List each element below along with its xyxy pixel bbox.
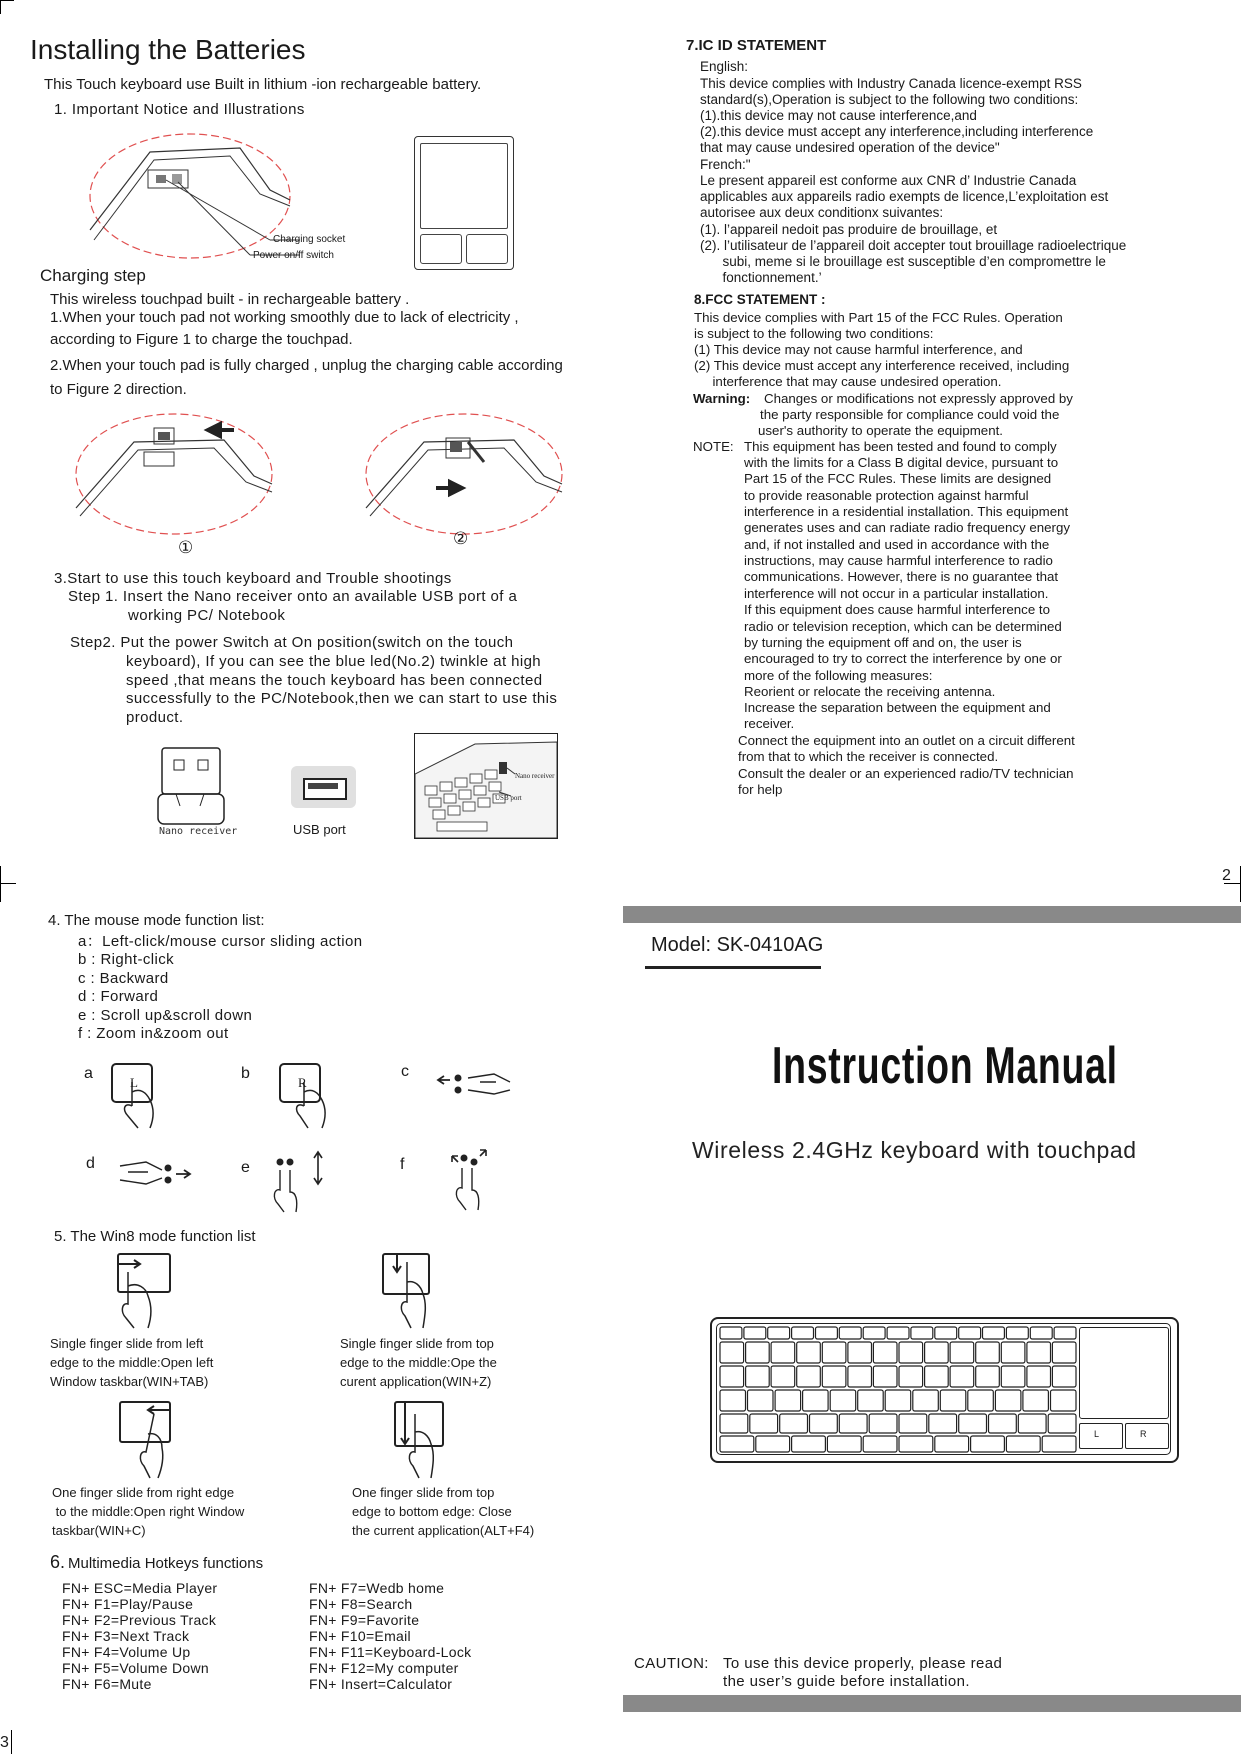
step2-line: keyboard), If you can see the blue led(No.2) twinkle at high (126, 653, 542, 670)
laptop-keyboard-drawing (415, 734, 557, 838)
win8-caption: taskbar(WIN+C) (52, 1523, 146, 1538)
keyboard-key (959, 1414, 987, 1433)
keyboard-key (792, 1327, 814, 1339)
keyboard-key (1027, 1366, 1051, 1387)
keyboard-key (887, 1327, 909, 1339)
keyboard-key (1006, 1436, 1040, 1452)
win8-caption: One finger slide from right edge (52, 1485, 235, 1500)
hotkey-item: FN+ Insert=Calculator (309, 1676, 453, 1692)
charging-line: according to Figure 1 to charge the touchpad. (50, 331, 353, 348)
page-number: 2 (1222, 867, 1231, 884)
scroll-gesture-icon (268, 1148, 328, 1214)
keyboard-key (792, 1436, 826, 1452)
photo-nano-label: Nano receiver (515, 772, 555, 780)
mouse-item: c : Backward (78, 970, 169, 987)
keyboard-key (968, 1390, 994, 1411)
connect-line: Connect the equipment into an outlet on a circuit different (738, 733, 1075, 748)
hotkey-item: FN+ F4=Volume Up (62, 1644, 191, 1660)
hotkey-item: FN+ F7=Wedb home (309, 1580, 445, 1596)
ic-line: subi, meme si le brouillage est susceptible d’en compromettre le (700, 254, 1106, 269)
ic-title: 7.IC ID STATEMENT (686, 37, 827, 54)
keyboard-key (873, 1366, 897, 1387)
keyboard-key (929, 1414, 957, 1433)
step2-line: Step2. Put the power Switch at On position(switch on the touch (70, 634, 514, 651)
keyboard-key (935, 1436, 969, 1452)
connect-line: Consult the dealer or an experienced radio/TV technician (738, 766, 1074, 781)
hotkey-item: FN+ F11=Keyboard-Lock (309, 1644, 472, 1660)
keyboard-key (822, 1342, 846, 1363)
win8-caption: Single finger slide from top (340, 1336, 494, 1351)
left-click-gesture-icon (110, 1062, 170, 1132)
step2-line: product. (126, 709, 184, 726)
left-button (420, 234, 462, 264)
figure-1-illustration (74, 412, 274, 542)
keyboard-key (1001, 1342, 1025, 1363)
gesture-letter: d (86, 1155, 95, 1172)
win8-caption: curent application(WIN+Z) (340, 1374, 492, 1389)
key-r-label: R (298, 1075, 307, 1090)
keyboard-keys (718, 1325, 1078, 1453)
usb-port-label: USB port (293, 822, 346, 837)
figure-2-illustration (364, 412, 564, 542)
touchpad-device-illustration (414, 136, 514, 270)
keyboard-key (925, 1366, 949, 1387)
step1-line: Step 1. Insert the Nano receiver onto an available USB port of a (68, 588, 518, 605)
keyboard-left-label: L (1094, 1429, 1100, 1439)
mouse-item: e : Scroll up&scroll down (78, 1007, 253, 1024)
backward-gesture-icon (436, 1068, 512, 1108)
mouse-item: d : Forward (78, 988, 159, 1005)
ic-line: English: (700, 59, 749, 74)
keyboard-key (771, 1342, 795, 1363)
step2-line: successfully to the PC/Notebook,then we can start to use this (126, 690, 558, 707)
ic-line: applicables aux appareils radio exempts de licence,L’exploitation est (700, 189, 1109, 204)
model-underline (645, 966, 821, 969)
keyboard-key (720, 1390, 746, 1411)
keyboard-key (976, 1342, 1000, 1363)
keyboard-key (797, 1342, 821, 1363)
win8-caption: edge to the middle:Open left (50, 1355, 214, 1370)
caution-label: CAUTION: (634, 1655, 709, 1672)
win8-caption: One finger slide from top (352, 1485, 495, 1500)
keyboard-key (1018, 1414, 1046, 1433)
zoom-gesture-icon (444, 1146, 494, 1212)
win8-caption: to the middle:Open right Window (52, 1504, 245, 1519)
note-line: more of the following measures: (744, 668, 933, 683)
win8-caption: edge to bottom edge: Close (352, 1504, 512, 1519)
hotkey-item: FN+ F9=Favorite (309, 1612, 420, 1628)
note-line: instructions, may cause harmful interference to radio (744, 553, 1053, 568)
top-to-bottom-swipe-icon (393, 1400, 449, 1480)
right-click-gesture-icon (278, 1062, 338, 1132)
win8-caption: Single finger slide from left (50, 1336, 204, 1351)
keyboard-key (899, 1366, 923, 1387)
charging-line: to Figure 2 direction. (50, 381, 187, 398)
intro-text: This Touch keyboard use Built in lithium -ion rechargeable battery. (44, 76, 482, 93)
ic-line: (1). l’appareil nedoit pas produire de brouillage, et (700, 222, 998, 237)
nano-receiver-illustration (158, 746, 228, 826)
hotkey-item: FN+ F10=Email (309, 1628, 411, 1644)
forward-gesture-icon (118, 1156, 198, 1196)
note-line: interference will not occur in a particular installation. (744, 586, 1049, 601)
keyboard-key (913, 1390, 939, 1411)
connect-line: for help (738, 782, 783, 797)
touch-surface (420, 143, 508, 229)
manual-title: Instruction Manual (772, 1037, 1118, 1095)
laptop-photo (414, 733, 558, 839)
keyboard-key (720, 1436, 754, 1452)
note-label: NOTE: (693, 439, 734, 454)
crop-mark (0, 0, 1, 14)
keyboard-key (830, 1390, 856, 1411)
hotkey-item: FN+ F8=Search (309, 1596, 413, 1612)
win8-title: 5. The Win8 mode function list (54, 1228, 256, 1245)
keyboard-key (950, 1366, 974, 1387)
keyboard-key (935, 1327, 957, 1339)
keyboard-key (863, 1327, 885, 1339)
hotkey-item: FN+ F6=Mute (62, 1676, 152, 1692)
model-number: Model: SK-0410AG (651, 934, 824, 956)
keyboard-key (1006, 1327, 1028, 1339)
note-line: by turning the equipment off and on, the user is (744, 635, 1022, 650)
note-line: and, if not installed and used in accordance with the (744, 537, 1050, 552)
gesture-letter: a (84, 1065, 93, 1082)
keyboard-key (750, 1414, 778, 1433)
keyboard-key (827, 1436, 861, 1452)
figure-1-label: ① (178, 538, 194, 557)
note-line: generates uses and can radiate radio frequency energy (744, 520, 1070, 535)
page-number: 3 (0, 1734, 9, 1751)
keyboard-key (1048, 1414, 1076, 1433)
hotkey-item: FN+ F3=Next Track (62, 1628, 190, 1644)
crop-mark (0, 883, 16, 884)
ic-line: French:" (700, 157, 751, 172)
crop-mark (0, 0, 14, 1)
keyboard-key (839, 1414, 867, 1433)
keyboard-key (863, 1436, 897, 1452)
caution-line: the user’s guide before installation. (723, 1673, 970, 1690)
ic-line: (1).this device may not cause interference,and (700, 108, 977, 123)
fcc-line: This device complies with Part 15 of the FCC Rules. Operation (694, 310, 1063, 325)
warning-label: Warning: (693, 391, 751, 406)
keyboard-key (748, 1390, 774, 1411)
manual-subtitle: Wireless 2.4GHz keyboard with touchpad (692, 1137, 1137, 1163)
callout-power-switch: Power on/ff switch (253, 250, 334, 261)
charging-line: This wireless touchpad built - in rechargeable battery . (50, 291, 410, 308)
hotkey-item: FN+ ESC=Media Player (62, 1580, 218, 1596)
ic-line: (2).this device must accept any interference,including interference (700, 124, 1094, 139)
keyboard-key (869, 1414, 897, 1433)
keyboard-key (1052, 1342, 1076, 1363)
figure-2-label: ② (453, 529, 469, 548)
keyboard-key (971, 1436, 1005, 1452)
ic-line: This device complies with Industry Canada licence-exempt RSS (700, 76, 1082, 91)
keyboard-key (989, 1414, 1017, 1433)
keyboard-key (816, 1327, 838, 1339)
charging-heading: Charging step (40, 266, 146, 285)
keyboard-key (1023, 1390, 1049, 1411)
keyboard-key (983, 1327, 1005, 1339)
fcc-line: (1) This device may not cause harmful interference, and (694, 342, 1023, 357)
keyboard-key (720, 1327, 742, 1339)
warning-line: the party responsible for compliance could void the (760, 407, 1060, 422)
keyboard-key (950, 1342, 974, 1363)
gesture-letter: e (241, 1159, 250, 1176)
key-l-label: L (130, 1075, 138, 1090)
nano-receiver-label: Nano receiver (159, 826, 238, 837)
keyboard-key (720, 1366, 744, 1387)
fcc-line: interference that may cause undesired operation. (694, 374, 1002, 389)
mouse-item: b : Right-click (78, 951, 175, 968)
notice-heading: 1. Important Notice and Illustrations (54, 101, 305, 118)
cover-bottom-bar (623, 1695, 1241, 1712)
usb-port-illustration (291, 766, 356, 808)
keyboard-key (873, 1342, 897, 1363)
note-line: This equipment has been tested and found to comply (744, 439, 1057, 454)
right-button (466, 234, 508, 264)
win8-caption: edge to the middle:Ope the (340, 1355, 497, 1370)
note-line: receiver. (744, 716, 795, 731)
keyboard-key (1027, 1342, 1051, 1363)
keyboard-key (848, 1342, 872, 1363)
keyboard-key (848, 1366, 872, 1387)
keyboard-key (746, 1366, 770, 1387)
charging-line: 2.When your touch pad is fully charged , unplug the charging cable according (50, 357, 563, 374)
hotkey-item: FN+ F2=Previous Track (62, 1612, 217, 1628)
connect-line: from that to which the receiver is connected. (738, 749, 999, 764)
keyboard-left-button (1079, 1423, 1123, 1449)
keyboard-key (940, 1390, 966, 1411)
keyboard-key (720, 1342, 744, 1363)
top-edge-swipe-icon (381, 1252, 437, 1330)
note-line: Part 15 of the FCC Rules. These limits are designed (744, 471, 1052, 486)
gesture-letter: c (401, 1063, 409, 1080)
keyboard-key (925, 1342, 949, 1363)
charging-line: 1.When your touch pad not working smoothly due to lack of electricity , (50, 309, 519, 326)
ic-line: autorisee aux deux conditionx suivantes: (700, 205, 944, 220)
hotkeys-title: Multimedia Hotkeys functions (68, 1555, 264, 1572)
warning-line: Changes or modifications not expressly approved by (764, 391, 1073, 406)
ic-line: that may cause undesired operation of the device" (700, 140, 1000, 155)
keyboard-key (858, 1390, 884, 1411)
keyboard-key (885, 1390, 911, 1411)
keyboard-right-button (1125, 1423, 1169, 1449)
keyboard-key (1030, 1327, 1052, 1339)
keyboard-key (839, 1327, 861, 1339)
step2-line: speed ,that means the touch keyboard has been connected (126, 672, 543, 689)
keyboard-key (1054, 1327, 1076, 1339)
keyboard-key (1001, 1366, 1025, 1387)
keyboard-key (780, 1414, 808, 1433)
keyboard-key (995, 1390, 1021, 1411)
keyboard-key (1052, 1366, 1076, 1387)
keyboard-key (803, 1390, 829, 1411)
fcc-title: 8.FCC STATEMENT : (694, 292, 826, 307)
note-line: If this equipment does cause harmful interference to (744, 602, 1050, 617)
note-line: with the limits for a Class B digital device, pursuant to (744, 455, 1059, 470)
step1-line: working PC/ Notebook (128, 607, 286, 624)
section-title: Installing the Batteries (30, 34, 306, 65)
ic-line: standard(s),Operation is subject to the following two conditions: (700, 92, 1079, 107)
warning-line: user's authority to operate the equipment. (758, 423, 1003, 438)
crop-mark (0, 866, 1, 902)
keyboard-illustration (710, 1317, 1179, 1463)
keyboard-key (720, 1414, 748, 1433)
hotkey-item: FN+ F5=Volume Down (62, 1660, 210, 1676)
note-line: radio or television reception, which can be determined (744, 619, 1062, 634)
keyboard-key (1042, 1436, 1076, 1452)
win8-caption: the current application(ALT+F4) (352, 1523, 535, 1538)
keyboard-key (768, 1327, 790, 1339)
cover-top-bar (623, 906, 1241, 923)
keyboard-key (976, 1366, 1000, 1387)
photo-usb-label: USB port (495, 794, 522, 802)
note-line: interference in a residential installation. This equipment (744, 504, 1069, 519)
keyboard-key (797, 1366, 821, 1387)
note-line: Increase the separation between the equipment and (744, 700, 1051, 715)
ic-line: fonctionnement.’ (700, 270, 822, 285)
right-edge-swipe-icon (118, 1400, 178, 1480)
ic-line: Le present appareil est conforme aux CNR d’ Industrie Canada (700, 173, 1077, 188)
ic-line: (2). l’utilisateur de l’appareil doit accepter tout brouillage radioelectrique (700, 238, 1127, 253)
fcc-line: is subject to the following two conditions: (694, 326, 934, 341)
keyboard-key (775, 1390, 801, 1411)
keyboard-key (744, 1327, 766, 1339)
crop-mark (11, 1730, 12, 1754)
keyboard-key (756, 1436, 790, 1452)
keyboard-touchpad (1079, 1327, 1169, 1419)
keyboard-key (810, 1414, 838, 1433)
keyboard-key (899, 1436, 933, 1452)
keyboard-key (771, 1366, 795, 1387)
keyboard-key (746, 1342, 770, 1363)
mouse-item: f : Zoom in&zoom out (78, 1025, 229, 1042)
hotkeys-title-number: 6. (50, 1552, 66, 1572)
hotkey-item: FN+ F12=My computer (309, 1660, 459, 1676)
keyboard-key (899, 1414, 927, 1433)
caution-line: To use this device properly, please read (723, 1655, 1003, 1672)
gesture-letter: f (400, 1156, 405, 1173)
keyboard-key (959, 1327, 981, 1339)
keyboard-key (899, 1342, 923, 1363)
hotkey-item: FN+ F1=Play/Pause (62, 1596, 194, 1612)
gesture-letter: b (241, 1065, 250, 1082)
fcc-line: (2) This device must accept any interference received, including (694, 358, 1070, 373)
callout-charging-socket: Charging socket (273, 234, 346, 245)
note-line: to provide reasonable protection against harmful (744, 488, 1029, 503)
win8-caption: Window taskbar(WIN+TAB) (50, 1374, 209, 1389)
note-line: communications. However, there is no guarantee that (744, 569, 1059, 584)
note-line: encouraged to try to correct the interference by one or (744, 651, 1062, 666)
mouse-item: a：Left-click/mouse cursor sliding action (78, 933, 363, 950)
keyboard-key (1051, 1390, 1077, 1411)
keyboard-right-label: R (1140, 1429, 1147, 1439)
keyboard-key (911, 1327, 933, 1339)
note-line: Reorient or relocate the receiving antenna. (744, 684, 996, 699)
start-heading: 3.Start to use this touch keyboard and Trouble shootings (54, 570, 452, 587)
left-edge-swipe-icon (116, 1252, 176, 1330)
keyboard-key (822, 1366, 846, 1387)
mouse-title: 4. The mouse mode function list: (48, 912, 265, 929)
